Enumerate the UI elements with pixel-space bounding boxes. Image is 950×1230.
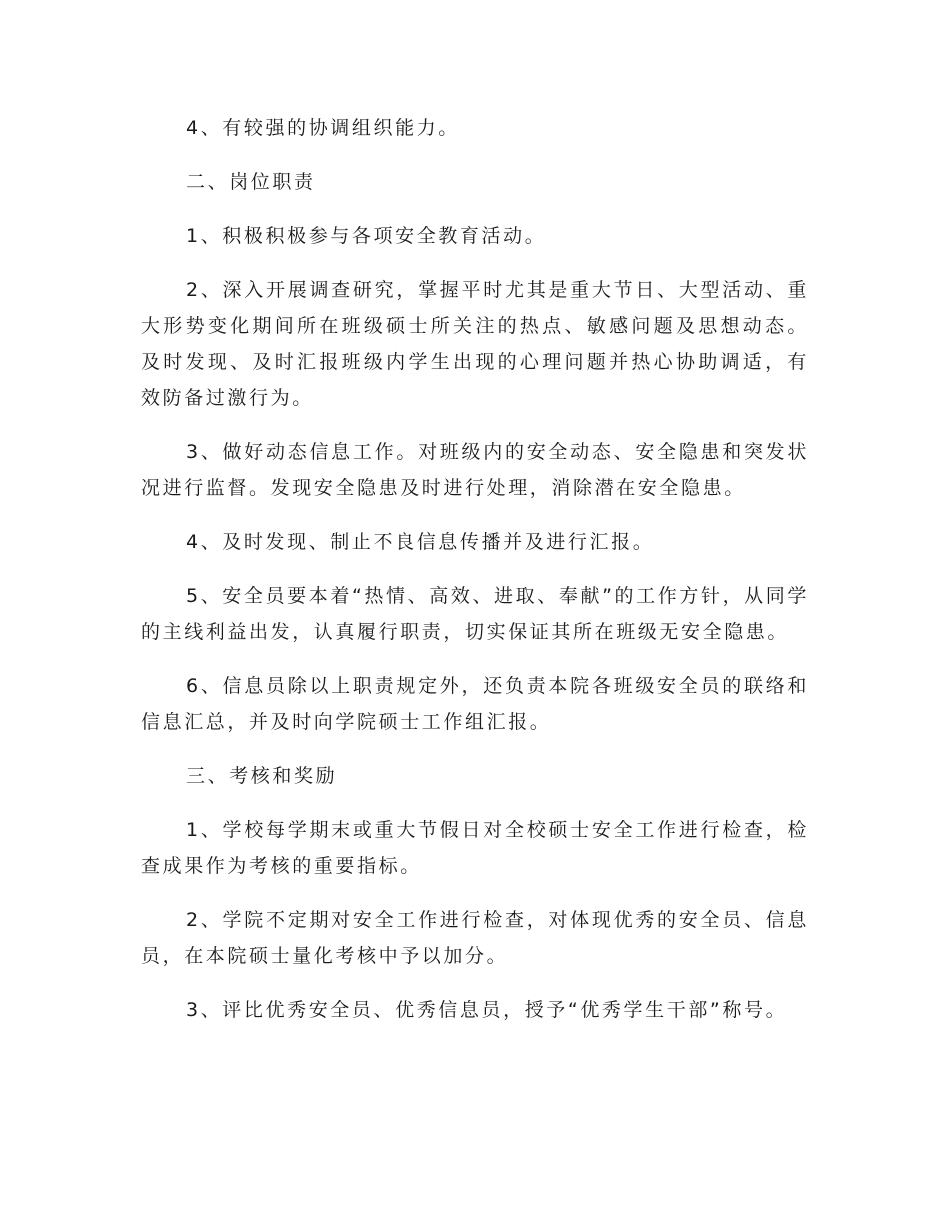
paragraph-assessment-1: 1、学校每学期末或重大节假日对全校硕士安全工作进行检查，检查成果作为考核的重要指标。 [141,819,809,877]
paragraph-assessment-2: 2、学院不定期对安全工作进行检查，对体现优秀的安全员、信息员，在本院硕士量化考核中予以加分。 [141,909,809,967]
paragraph-duty-4: 4、及时发现、制止不良信息传播并及进行汇报。 [186,531,655,553]
paragraph-duty-6: 6、信息员除以上职责规定外，还负责本院各班级安全员的联络和信息汇总，并及时向学院硕士工作组汇报。 [141,675,809,733]
document-body [141,110,809,1046]
paragraph-duty-2: 2、深入开展调查研究，掌握平时尤其是重大节日、大型活动、重大形势变化期间所在班级硕士所关注的热点、敏感问题及思想动态。及时发现、及时汇报班级内学生出现的心理问题并热心协助调适，有效防备过激行为。 [141,279,809,409]
paragraph-duty-3: 3、做好动态信息工作。对班级内的安全动态、安全隐患和突发状况进行监督。发现安全隐患及时进行处理，消除潜在安全隐患。 [141,441,809,499]
section-heading-assessment: 三、考核和奖励 [186,765,338,787]
paragraph-duty-1: 1、积极积极参与各项安全教育活动。 [186,225,547,247]
paragraph-assessment-3: 3、评比优秀安全员、优秀信息员，授予“优秀学生干部”称号。 [186,999,788,1021]
section-heading-duties: 二、岗位职责 [186,171,316,193]
paragraph-requirement-4: 4、有较强的协调组织能力。 [186,117,460,139]
paragraph-duty-5: 5、安全员要本着“热情、高效、进取、奉献”的工作方针，从同学的主线利益出发，认真履行职责，切实保证其所在班级无安全隐患。 [141,585,809,643]
